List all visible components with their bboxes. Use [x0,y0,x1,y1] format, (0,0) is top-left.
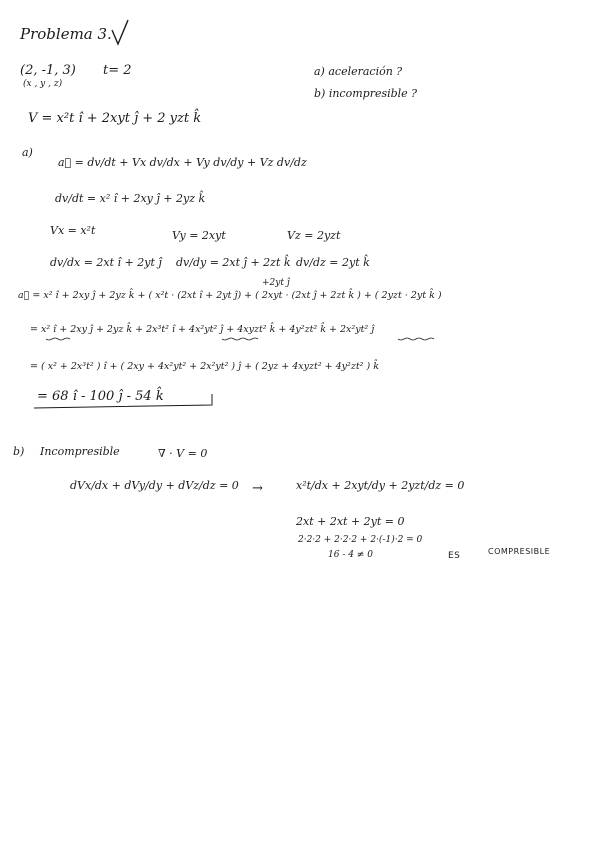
given-time: t= 2 [103,63,132,78]
coordinate-labels: (x , y , z) [23,79,63,89]
divergence-equation: dVx/dx + dVy/dy + dVz/dz = 0 [70,479,239,492]
velocity-field: V = x²t î + 2xyt ĵ + 2 yzt k̂ [28,111,202,126]
acceleration-formula: a⃗ = dv/dt + Vx dv/dx + Vy dv/dy + Vz dv/dz [58,156,307,169]
divergence-substituted: x²t/dx + 2xyt/dy + 2yzt/dz = 0 [296,479,465,492]
divergence-step-1: 2xt + 2xt + 2yt = 0 [296,515,405,528]
vx-component: Vx = x²t [50,224,96,237]
check-mark-icon [112,20,128,44]
expansion-line-2: = x² î + 2xy ĵ + 2yz k̂ + 2x³t² î + 4x²yt² ĵ + 4xyzt² k̂ + 4y²zt² k̂ + 2x²yt² ĵ [30,324,375,335]
part-b-label: b) [13,445,25,458]
given-point: (2, -1, 3) [20,63,76,78]
problem-title: Problema 3. [20,25,112,43]
part-a-label: a) [22,146,33,159]
divergence-condition: ∇ · V = 0 [158,447,208,460]
dv-dt-equation: dv/dt = x² î + 2xy ĵ + 2yz k̂ [55,192,206,205]
divergence-step-3: 16 - 4 ≠ 0 [328,550,373,560]
expansion-line-3: = ( x² + 2x³t² ) î + ( 2xy + 4x²yt² + 2x²yt² ) ĵ + ( 2yz + 4xyzt² + 4y²zt² ) k̂ [30,361,379,372]
underline-squiggle-icon [398,338,434,340]
vz-component: Vz = 2yzt [287,229,341,242]
underline-squiggle-icon [222,338,258,340]
dv-dx-equation: dv/dx = 2xt î + 2yt ĵ [50,256,162,269]
implies-arrow: → [252,481,263,496]
part-b-title: Incompresible [40,445,120,458]
acceleration-result: = 68 î - 100 ĵ - 54 k̂ [37,389,164,404]
question-b: b) incompresible ? [314,87,418,100]
dv-dz-equation: dv/dz = 2yt k̂ [296,256,370,269]
conclusion-compresible: COMPRESIBLE [488,547,551,556]
expansion-line-1: a⃗ = x² î + 2xy ĵ + 2yz k̂ + ( x²t · (2xt î + 2yt ĵ) + ( 2xyt · (2xt ĵ + 2zt k̂ ) + ( 2yzt · 2yt k̂ ) [18,290,442,301]
expansion-note: +2yt ĵ [262,278,290,288]
question-a: a) aceleración ? [314,65,403,78]
dv-dy-equation: dv/dy = 2xt ĵ + 2zt k̂ [176,256,291,269]
divergence-step-2: 2·2·2 + 2·2·2 + 2·(-1)·2 = 0 [298,535,423,545]
underline-squiggle-icon [46,338,70,340]
conclusion-es: ES [448,551,461,561]
vy-component: Vy = 2xyt [172,229,226,242]
